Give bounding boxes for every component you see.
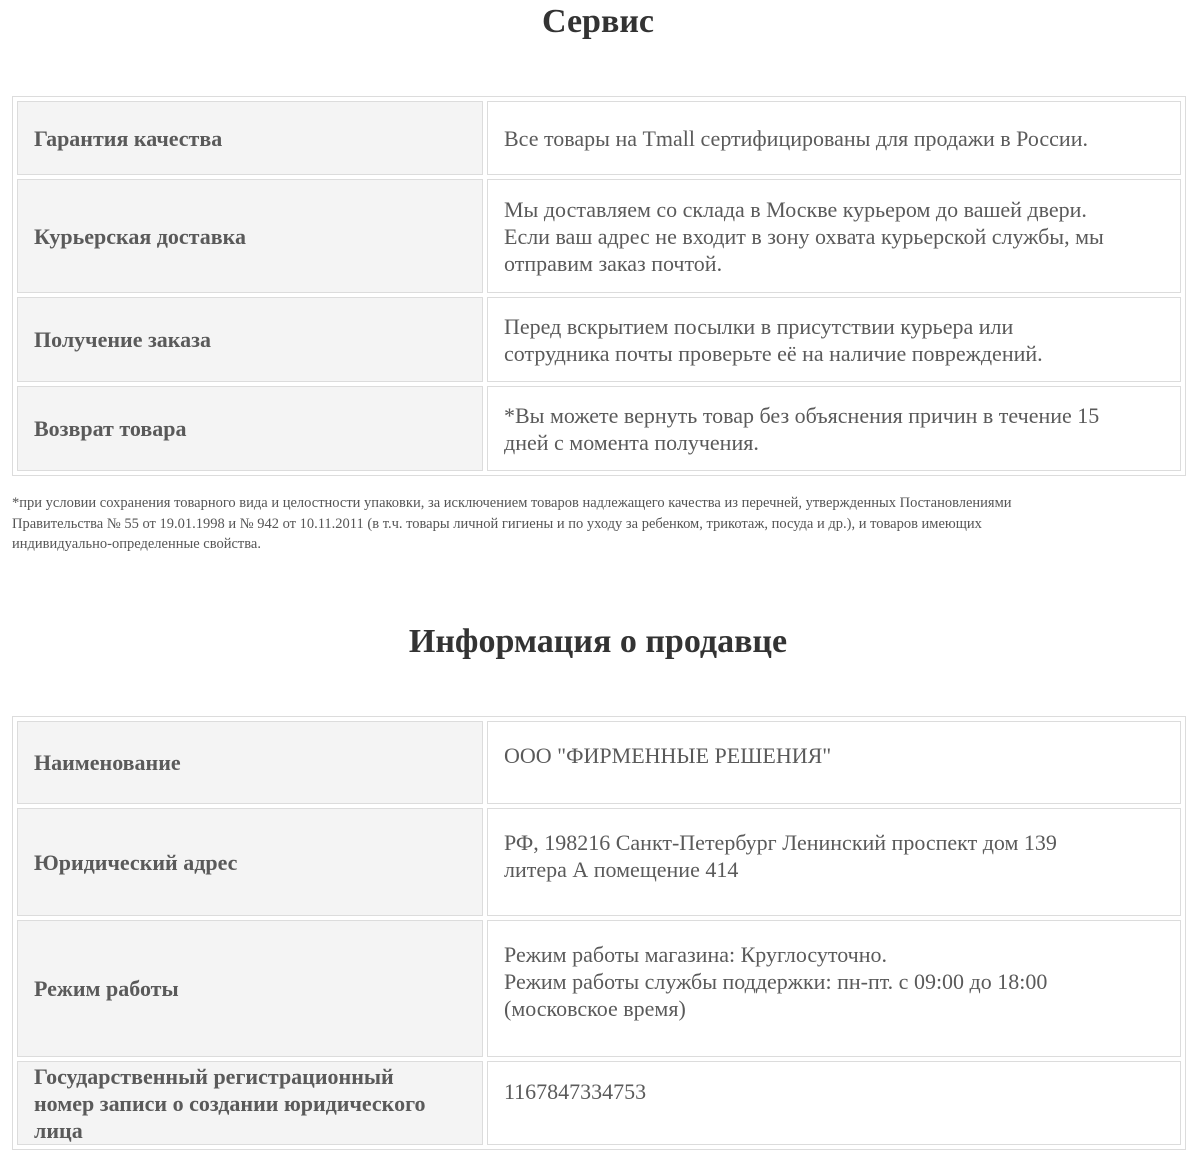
value-line: Режим работы службы поддержки: пн-пт. с 09:00 до 18:00 bbox=[504, 969, 1048, 994]
row-value-legal-address bbox=[487, 808, 1181, 916]
row-value-working-hours bbox=[487, 920, 1181, 1057]
table-row bbox=[17, 386, 1181, 471]
service-table bbox=[12, 96, 1186, 476]
table-row bbox=[17, 1061, 1181, 1145]
table-row bbox=[17, 920, 1181, 1057]
value-line: (московское время) bbox=[504, 996, 686, 1021]
value-line: дней с момента получения. bbox=[504, 429, 759, 455]
row-label-order-receipt: Получение заказа bbox=[17, 297, 483, 382]
row-label-name: Наименование bbox=[17, 721, 483, 804]
row-label-quality-guarantee: Гарантия качества bbox=[17, 101, 483, 175]
row-value-name bbox=[487, 721, 1181, 804]
value-line: Если ваш адрес не входит в зону охвата курьерской службы, мы bbox=[504, 223, 1104, 249]
value-line: ООО "ФИРМЕННЫЕ РЕШЕНИЯ" bbox=[504, 743, 832, 768]
table-row bbox=[17, 179, 1181, 293]
row-value-registration-number bbox=[487, 1061, 1181, 1145]
service-title: Сервис bbox=[541, 3, 654, 40]
row-label-working-hours: Режим работы bbox=[17, 920, 483, 1057]
row-value-quality-guarantee bbox=[487, 101, 1181, 175]
value-line: Мы доставляем со склада в Москве курьером до вашей двери. bbox=[504, 196, 1087, 222]
table-row bbox=[17, 297, 1181, 382]
row-value-order-receipt bbox=[487, 297, 1181, 382]
row-label-legal-address: Юридический адрес bbox=[17, 808, 483, 916]
footnote-line: *при условии сохранения товарного вида и целостности упаковки, за исключением товаров надлежащего качества из перечней, утвержденных Постановлениями bbox=[12, 495, 1012, 511]
label-line: номер записи о создании юридического bbox=[34, 1090, 426, 1116]
row-label-registration-number bbox=[17, 1061, 483, 1145]
label-line: лица bbox=[34, 1117, 83, 1143]
row-label-return: Возврат товара bbox=[17, 386, 483, 471]
table-row bbox=[17, 101, 1181, 175]
value-line: сотрудника почты проверьте её на наличие повреждений. bbox=[504, 340, 1043, 366]
value-line: Перед вскрытием посылки в присутствии курьера или bbox=[504, 313, 1014, 339]
row-label-courier-delivery: Курьерская доставка bbox=[17, 179, 483, 293]
table-row bbox=[17, 721, 1181, 804]
row-value-return bbox=[487, 386, 1181, 471]
value-line: Режим работы магазина: Круглосуточно. bbox=[504, 942, 887, 967]
table-row bbox=[17, 808, 1181, 916]
value-line: *Вы можете вернуть товар без объяснения причин в течение 15 bbox=[504, 402, 1100, 428]
value-line: литера А помещение 414 bbox=[504, 857, 739, 882]
footnote-line: Правительства № 55 от 19.01.1998 и № 942 от 10.11.2011 (в т.ч. товары личной гигиены и по уходу за ребенком, трикотаж, посуда и др.), и товаров имеющих bbox=[12, 515, 982, 532]
footnote-line: индивидуально-определенные свойства. bbox=[12, 536, 261, 552]
label-line: Государственный регистрационный bbox=[34, 1063, 394, 1089]
value-line: отправим заказ почтой. bbox=[504, 250, 723, 276]
seller-table bbox=[12, 716, 1186, 1150]
row-value-courier-delivery bbox=[487, 179, 1181, 293]
return-footnote bbox=[12, 493, 1184, 555]
value-line: 1167847334753 bbox=[504, 1079, 647, 1104]
value-line: Все товары на Tmall сертифицированы для продажи в России. bbox=[504, 125, 1088, 151]
seller-info-title: Информация о продавце bbox=[408, 623, 788, 660]
value-line: РФ, 198216 Санкт-Петербург Ленинский проспект дом 139 bbox=[504, 830, 1057, 855]
